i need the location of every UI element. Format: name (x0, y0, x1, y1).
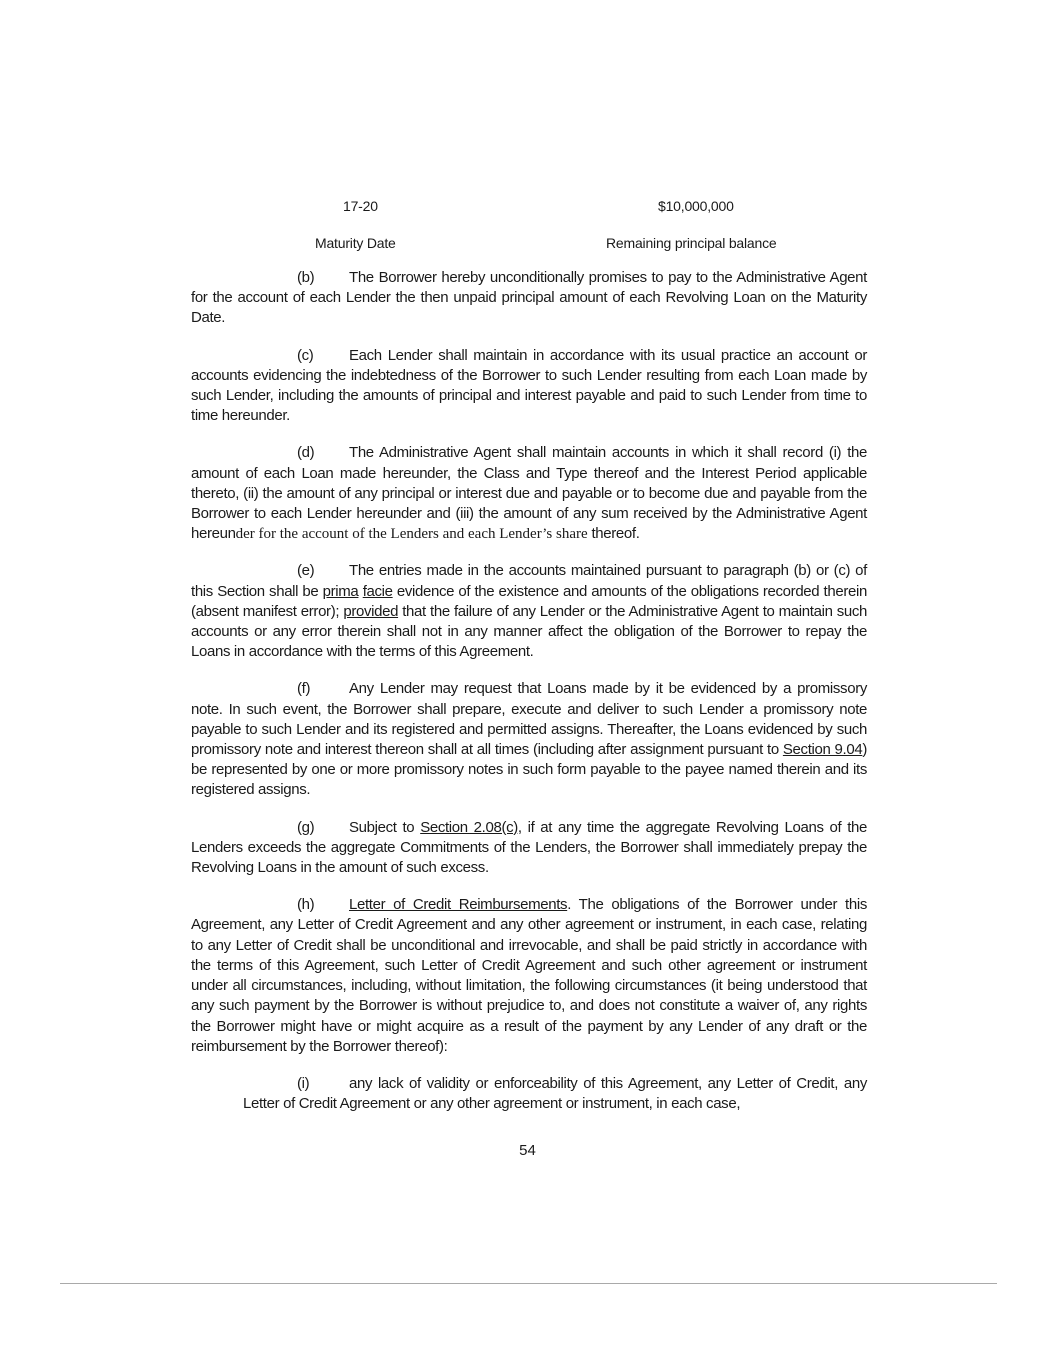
body-text (191, 268, 867, 1131)
remaining-balance-cell: Remaining principal balance (606, 235, 777, 251)
paragraph-h: (h) Letter of Credit Reimbursements. The obligations of the Borrower under this Agreement, any Letter of Credit Agreement and any other agreement or instrument, in each case, relating to any Letter of Credit shall be unconditional and irrevocable, and shall be paid strictly in accordance with the terms of this Agreement, such Letter of Credit Agreement and such other agreement or instrument under all circumstances, including, without limitation, the following circumstances (it being understood that any such payment by the Borrower is without prejudice to, and does not constitute a waiver of, any rights the Borrower might have or might acquire as a result of the payment by any Lender of any draft or the reimbursement by the Borrower thereof): (191, 896, 867, 1055)
paragraph-label: (g) (297, 818, 315, 836)
paragraph-g: (g) Subject to Section 2.08(c), if at any time the aggregate Revolving Loans of the Lenders exceeds the aggregate Commitments of the Lenders, the Borrower shall immediately prepay the Revolving Loans in the amount of such excess. (191, 818, 867, 877)
paragraph-label: (c) (297, 346, 314, 364)
page-divider (60, 1283, 997, 1284)
paragraph-label: (f) (297, 680, 311, 698)
section-reference-link: Section 2.08(c) (420, 818, 518, 836)
page-number: 54 (519, 1142, 536, 1159)
section-reference-link: Section 9.04 (782, 741, 863, 759)
schedule-period-cell: 17-20 (343, 198, 378, 214)
schedule-amount-cell: $10,000,000 (658, 198, 734, 214)
paragraph-label: (e) (297, 562, 315, 580)
paragraph-label: (h) (297, 896, 315, 914)
paragraph-label: (b) (297, 269, 315, 286)
paragraph-label: (i) (297, 1074, 310, 1092)
paragraph-b: (b) The Borrower hereby unconditionally promises to pay to the Administrative Agent for the account of each Lender the then unpaid principal amount of each Revolving Loan on the Maturity Date. (191, 269, 867, 327)
paragraph-label: (d) (297, 444, 315, 462)
paragraph-heading: Letter of Credit Reimbursements (349, 896, 568, 914)
paragraph-d: (d) The Administrative Agent shall maintain accounts in which it shall record (i) the amount of each Loan made hereunder, the Class and Type thereof and the Interest Period applicable thereto, (ii) the amount of any principal or interest due and payable or to become due and payable from the Borrower to each Lender hereunder and (iii) the amount of any sum received by the Administrative Agent hereunder for the account of the Lenders and each Lender’s share thereof. (191, 444, 867, 543)
maturity-date-cell: Maturity Date (315, 235, 396, 251)
paragraph-h-i: (i) any lack of validity or enforceability of this Agreement, any Letter of Credit, any Letter of Credit Agreement or any other agreement or instrument, in each case, (243, 1074, 867, 1113)
paragraph-e: (e) The entries made in the accounts maintained pursuant to paragraph (b) or (c) of this Section shall be prima facie evidence of the existence and amounts of the obligations recorded therein (absent manifest error); provided that the failure of any Lender or the Administrative Agent to maintain such accounts or any error therein shall not in any manner affect the obligation of the Borrower to repay the Loans in accordance with the terms of this Agreement. (191, 562, 867, 661)
paragraph-c: (c) Each Lender shall maintain in accordance with its usual practice an account or accounts evidencing the indebtedness of the Borrower to such Lender resulting from each Loan made by such Lender, including the amounts of principal and interest payable and paid to such Lender from time to time hereunder. (191, 346, 867, 425)
paragraph-f: (f) Any Lender may request that Loans made by it be evidenced by a promissory note. In such event, the Borrower shall prepare, execute and deliver to such Lender a promissory note payable to such Lender and its registered and permitted assigns. Thereafter, the Loans evidenced by such promissory note and interest thereon shall at all times (including after assignment pursuant to Section 9.04) be represented by one or more promissory notes in such form payable to the payee named therein and its registered assigns. (191, 680, 867, 799)
